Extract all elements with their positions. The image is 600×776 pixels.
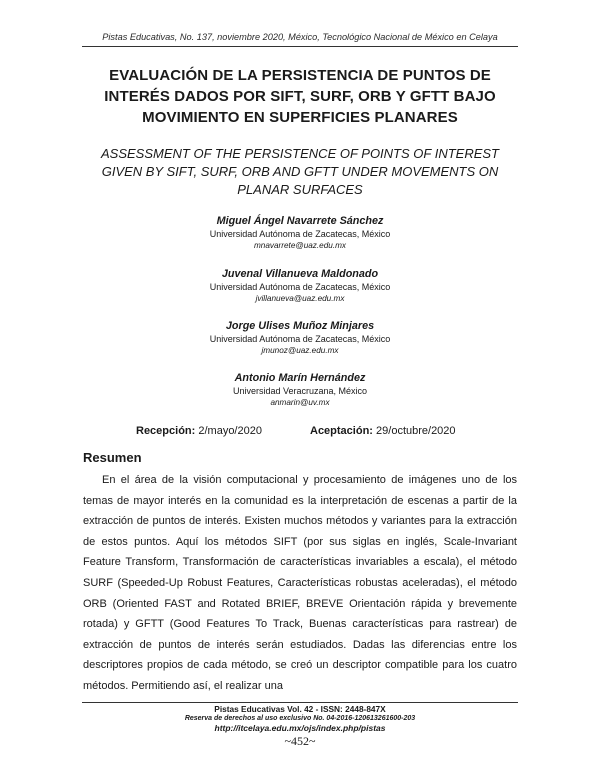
title-spanish bbox=[60, 65, 540, 128]
author-affiliation: Universidad Autónoma de Zacatecas, México bbox=[209, 334, 391, 344]
reception-value: 2/mayo/2020 bbox=[198, 425, 262, 437]
footer-rule bbox=[82, 702, 518, 703]
reception-label: Recepción: bbox=[136, 425, 196, 437]
acceptance-value: 29/octubre/2020 bbox=[376, 425, 456, 437]
author-affiliation: Universidad Autónoma de Zacatecas, México bbox=[209, 282, 391, 292]
footer-reserve: Reserva de derechos al uso exclusivo No. 04-2016-120613261600-203 bbox=[184, 715, 416, 722]
title-en-line-2: GIVEN BY SIFT, SURF, ORB AND GFTT UNDER MOVEMENTS ON bbox=[101, 164, 499, 179]
author-affiliation: Universidad Autónoma de Zacatecas, México bbox=[209, 229, 391, 239]
author-email: jmunoz@uaz.edu.mx bbox=[261, 346, 339, 355]
page-number: ~452~ bbox=[284, 734, 316, 748]
author-name: Antonio Marín Hernández bbox=[234, 372, 366, 384]
abstract-body: En el área de la visión computacional y procesamiento de imágenes uno de los temas de mayor interés en la comunidad es la interpretación de escenas a partir de la extracción de puntos de interés. Existen muchos métodos y variantes para la extracción de estos puntos. Aquí los métodos SIFT (por sus siglas en inglés, Scale-Invariant Feature Transform, Transformación de características invariables a escala), el método SURF (Speeded-Up Robust Features, Características robustas aceleradas), el método ORB (Oriented FAST and Rotated BRIEF, BREVE Orientación rápida y brevemente rotada) y GFTT (Good Features To Track, Buenas características para rastrear) de extracción de puntos de interés serán estudiados. Dadas las diferencias entre los descriptores propios de cada método, se creó un descriptor compatible para los cuatro métodos. Permitiendo así, el realizar una bbox=[83, 474, 517, 692]
author-block bbox=[100, 267, 500, 305]
title-es-line-3: MOVIMIENTO EN SUPERFICIES PLANARES bbox=[142, 109, 458, 126]
author-email: anmarin@uv.mx bbox=[270, 398, 330, 407]
author-affiliation: Universidad Veracruzana, México bbox=[232, 386, 368, 396]
footer-journal: Pistas Educativas Vol. 42 - ISSN: 2448-847X bbox=[214, 704, 386, 714]
author-block bbox=[100, 214, 500, 252]
author-block bbox=[100, 371, 500, 409]
footer-url: http://itcelaya.edu.mx/ojs/index.php/pistas bbox=[214, 723, 386, 733]
title-es-line-1: EVALUACIÓN DE LA PERSISTENCIA DE PUNTOS DE bbox=[109, 67, 491, 84]
header-rule bbox=[82, 46, 518, 47]
abstract-heading: Resumen bbox=[83, 450, 142, 465]
title-es-line-2: INTERÉS DADOS POR SIFT, SURF, ORB Y GFTT BAJO bbox=[104, 88, 496, 105]
title-en-line-1: ASSESSMENT OF THE PERSISTENCE OF POINTS OF INTEREST bbox=[100, 146, 499, 161]
running-header: Pistas Educativas, No. 137, noviembre 2020, México, Tecnológico Nacional de México en Celaya bbox=[102, 32, 498, 42]
author-name: Miguel Ángel Navarrete Sánchez bbox=[216, 215, 384, 227]
author-email: jvillanueva@uaz.edu.mx bbox=[255, 294, 345, 303]
title-english bbox=[70, 145, 530, 199]
acceptance-date bbox=[310, 425, 456, 437]
page-footer bbox=[60, 704, 540, 748]
title-en-line-3: PLANAR SURFACES bbox=[237, 182, 363, 197]
author-email: mnavarrete@uaz.edu.mx bbox=[253, 241, 347, 250]
author-name: Juvenal Villanueva Maldonado bbox=[221, 268, 379, 280]
acceptance-label: Aceptación: bbox=[310, 425, 373, 437]
author-block bbox=[100, 319, 500, 357]
reception-date bbox=[136, 425, 262, 437]
author-name: Jorge Ulises Muñoz Minjares bbox=[225, 320, 375, 332]
